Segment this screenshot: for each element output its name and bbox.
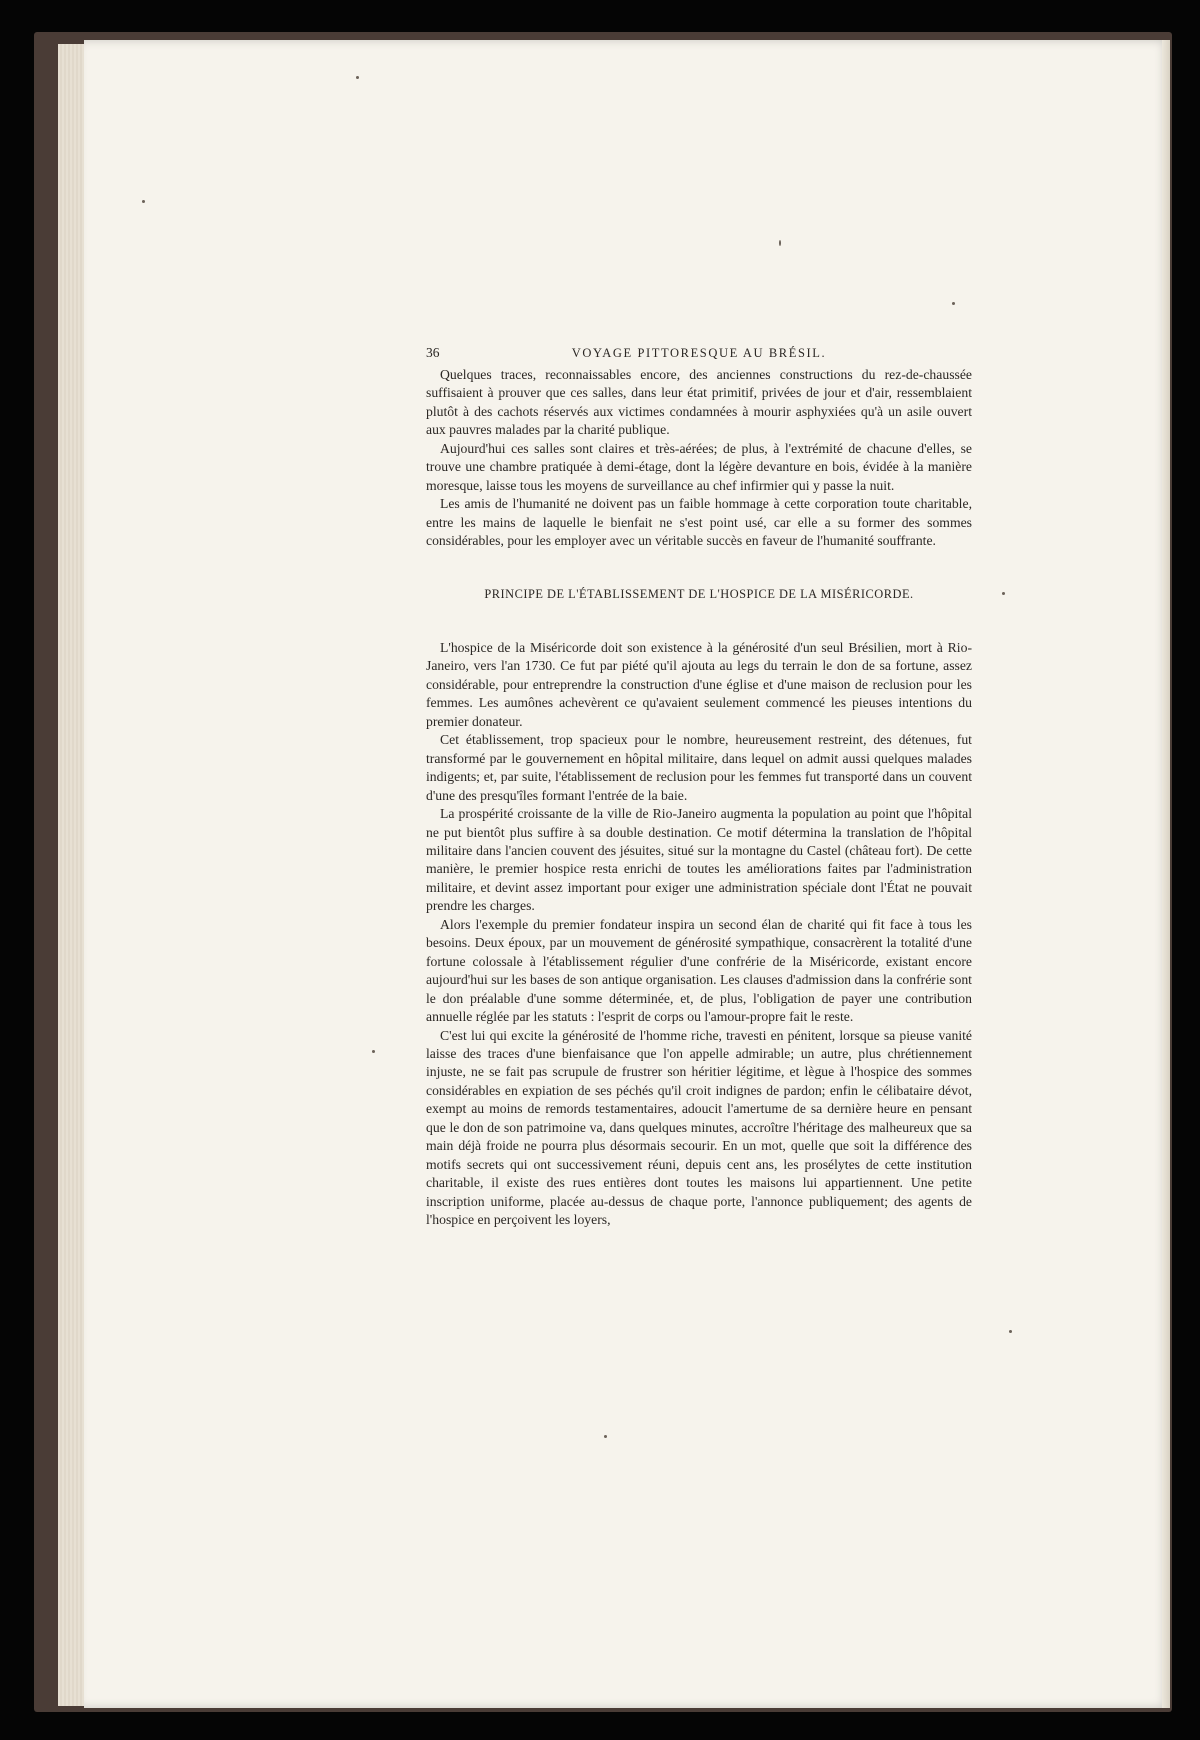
paragraph: Alors l'exemple du premier fondateur inspira un second élan de charité qui fit face à tous les besoins. Deux époux, par un mouvement de générosité sympathique, consacrèrent la totalité d'une fortune colossale à l'établissement régulier d'une confrérie de la Miséricorde, existant encore aujourd'hui sur les bases de son antique organisation. Les clauses d'admission dans la confrérie sont le don préalable d'une somme déterminée, et, de plus, l'obligation de payer une contribution annuelle réglée par les statuts : l'esprit de corps ou l'amour-propre fait le reste.	[426, 916, 972, 1025]
text-block	[426, 344, 972, 1229]
paragraph: Cet établissement, trop spacieux pour le nombre, heureusement restreint, des détenues, fut transformé par le gouvernement en hôpital militaire, dans lequel on admit aussi quelques malades indigents; et, par suite, l'établissement de reclusion pour les femmes fut transporté dans un couvent d'une des presqu'îles formant l'entrée de la baie.	[426, 732, 972, 803]
paragraph: C'est lui qui excite la générosité de l'homme riche, travesti en pénitent, lorsque sa pieuse vanité laisse des traces d'une bienfaisance que l'on appelle admirable; un autre, plus chrétiennement injuste, ne se fait pas scrupule de frustrer son héritier légitime, et lègue à l'hospice des sommes considérables en expiation de ses péchés qu'il croit indignes de pardon; enfin le célibataire dévot, exempt au moins de remords testamentaires, adoucit l'amertume de sa dernière heure en pensant que le don de son patrimoine va, dans quelques minutes, accroître l'héritage des malheureux que sa main déjà froide ne pourra plus désormais secourir. En un mot, quelle que soit la différence des motifs secrets qui ont successivement réuni, depuis cent ans, les prosélytes de cette institution charitable, il existe des rues entières dont toutes les maisons lui appartiennent. Une petite inscription uniforme, placée au-dessus de chaque porte, l'annonce publiquement; des agents de l'hospice en perçoivent les loyers,	[426, 1027, 972, 1228]
page-edge	[1162, 40, 1170, 1708]
running-title: VOYAGE PITTORESQUE AU BRÉSIL.	[571, 346, 827, 360]
paper-speck	[604, 1435, 607, 1438]
paragraph: Les amis de l'humanité ne doivent pas un faible hommage à cette corporation toute charitable, entre les mains de laquelle le bienfait ne s'est point usé, car elle a su former des sommes considérables, pour les employer avec un véritable succès en faveur de l'humanité souffrante.	[426, 496, 972, 549]
paper-speck	[779, 240, 781, 246]
paper-speck	[1002, 592, 1005, 595]
section-heading: PRINCIPE DE L'ÉTABLISSEMENT DE L'HOSPICE DE LA MISÉRICORDE.	[484, 586, 914, 601]
paragraph: Quelques traces, reconnaissables encore, des anciennes constructions du rez-de-chaussée suffisaient à prouver que ces salles, dans leur état primitif, privées de jour et d'air, ressemblaient plutôt à des cachots réservés aux victimes condamnées à mourir asphyxiées qu'à un asile ouvert aux pauvres malades par la charité publique.	[426, 367, 972, 438]
running-head	[426, 344, 972, 366]
page-number: 36	[426, 345, 440, 360]
paper-speck	[372, 1050, 375, 1053]
paragraph: La prospérité croissante de la ville de Rio-Janeiro augmenta la population au point que l'hôpital ne put bientôt plus suffire à sa double destination. Ce motif détermina la translation de l'hôpital militaire dans l'ancien couvent des jésuites, situé sur la montagne du Castel (château fort). De cette manière, le premier hospice resta enrichi de toutes les améliorations faites par l'administration militaire, et devint assez important pour exiger une administration spéciale dont l'État ne pouvait prendre les charges.	[426, 806, 972, 914]
paper-speck	[1009, 1330, 1012, 1333]
paper-speck	[142, 200, 145, 203]
paragraph: Aujourd'hui ces salles sont claires et très-aérées; de plus, à l'extrémité de chacune d'elles, se trouve une chambre pratiquée à demi-étage, dont la légère devanture en bois, évidée à la manière moresque, laisse tous les moyens de surveillance au chef infirmier qui y passe la nuit.	[426, 440, 972, 493]
paragraph: L'hospice de la Miséricorde doit son existence à la générosité d'un seul Brésilien, mort à Rio-Janeiro, vers l'an 1730. Ce fut par piété qu'il ajouta au legs du terrain le don de sa fortune, assez considérable, pour entreprendre la construction d'une église et d'une maison de reclusion pour les femmes. Les aumônes achevèrent ce qu'avaient seulement commencé les pieuses intentions du premier donateur.	[426, 639, 972, 729]
paper-speck	[952, 302, 955, 305]
paper-speck	[356, 76, 359, 79]
